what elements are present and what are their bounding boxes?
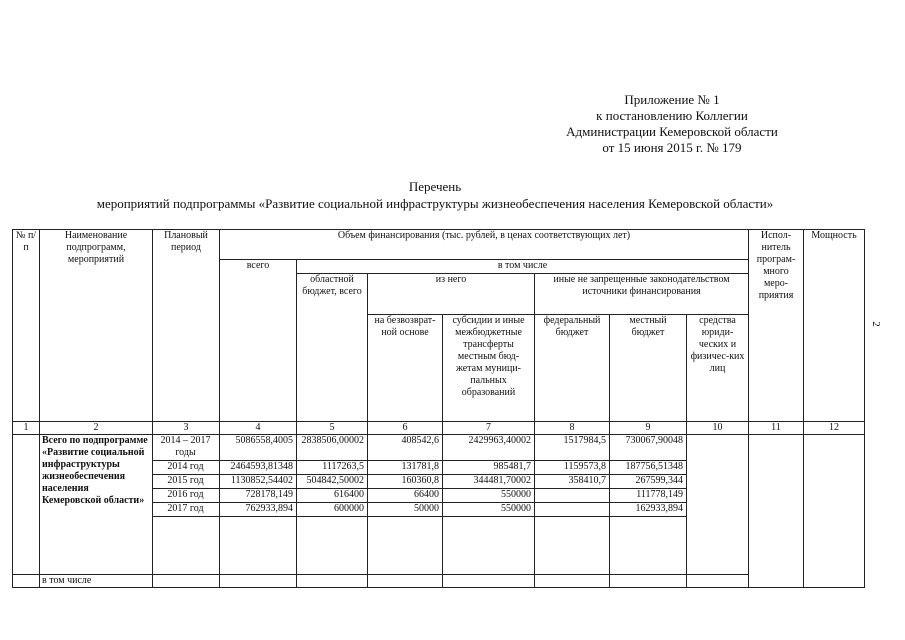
- appendix-header: [542, 92, 802, 156]
- period-cell: 2014 год: [153, 461, 220, 475]
- federal-cell: [535, 503, 610, 517]
- subsidy-cell: 550000: [443, 503, 535, 517]
- col-num: 6: [368, 422, 443, 435]
- free-cell: 50000: [368, 503, 443, 517]
- header-federal: федеральный бюджет: [535, 315, 610, 422]
- regional-cell: 2838506,00002: [297, 435, 368, 461]
- free-cell: 131781,8: [368, 461, 443, 475]
- local-cell: 111778,149: [610, 489, 687, 503]
- col-num: 8: [535, 422, 610, 435]
- page-number: 2: [869, 321, 882, 327]
- header-legal: средства юриди-ческих и физичес-ких лиц: [687, 315, 749, 422]
- header-volume: Объем финансирования (тыс. рублей, в ценах соответствующих лет): [220, 230, 749, 260]
- header-executor: Испол-нитель програм-много меро-приятия: [749, 230, 804, 422]
- including-label: в том числе: [40, 575, 153, 588]
- free-cell: 408542,6: [368, 435, 443, 461]
- total-cell: 2464593,81348: [220, 461, 297, 475]
- appendix-line1: Приложение № 1: [624, 92, 720, 107]
- financing-table: [12, 229, 865, 588]
- appendix-line3: Администрации Кемеровской области: [566, 124, 778, 139]
- regional-cell: 600000: [297, 503, 368, 517]
- header-of-it: из него: [368, 274, 535, 315]
- regional-cell: 1117263,5: [297, 461, 368, 475]
- appendix-line4: от 15 июня 2015 г. № 179: [602, 140, 742, 155]
- period-cell: 2016 год: [153, 489, 220, 503]
- federal-cell: 358410,7: [535, 475, 610, 489]
- col-num: 10: [687, 422, 749, 435]
- document-title: [0, 178, 870, 212]
- subsidy-cell: 2429963,40002: [443, 435, 535, 461]
- header-capacity: Мощность: [804, 230, 865, 422]
- regional-cell: 616400: [297, 489, 368, 503]
- header-subsidy: субсидии и иные межбюджетные трансферты местным бюд-жетам муници-пальных образований: [443, 315, 535, 422]
- total-cell: 728178,149: [220, 489, 297, 503]
- federal-cell: 1159573,8: [535, 461, 610, 475]
- free-cell: 160360,8: [368, 475, 443, 489]
- federal-cell: 1517984,5: [535, 435, 610, 461]
- col-num: 1: [13, 422, 40, 435]
- col-num: 7: [443, 422, 535, 435]
- header-name: Наименование подпрограмм, мероприятий: [40, 230, 153, 422]
- col-num: 9: [610, 422, 687, 435]
- subsidy-cell: 550000: [443, 489, 535, 503]
- period-cell: 2015 год: [153, 475, 220, 489]
- col-num: 12: [804, 422, 865, 435]
- header-free: на безвозврат-ной основе: [368, 315, 443, 422]
- col-num: 2: [40, 422, 153, 435]
- local-cell: 187756,51348: [610, 461, 687, 475]
- local-cell: 162933,894: [610, 503, 687, 517]
- col-num: 5: [297, 422, 368, 435]
- col-num: 3: [153, 422, 220, 435]
- column-number-row: [13, 422, 865, 435]
- header-num: № п/п: [13, 230, 40, 422]
- local-cell: 267599,344: [610, 475, 687, 489]
- header-other-sources: иные не запрещенные законодательством источники финансирования: [535, 274, 749, 315]
- appendix-line2: к постановлению Коллегии: [596, 108, 748, 123]
- subsidy-cell: 985481,7: [443, 461, 535, 475]
- total-cell: 762933,894: [220, 503, 297, 517]
- header-regional: областной бюджет, всего: [297, 274, 368, 422]
- header-total: всего: [220, 260, 297, 422]
- title-line1: Перечень: [408, 179, 462, 194]
- federal-cell: [535, 489, 610, 503]
- regional-cell: 504842,50002: [297, 475, 368, 489]
- period-cell: 2017 год: [153, 503, 220, 517]
- total-cell: 1130852,54402: [220, 475, 297, 489]
- local-cell: 730067,90048: [610, 435, 687, 461]
- free-cell: 66400: [368, 489, 443, 503]
- header-period: Плановый период: [153, 230, 220, 422]
- header-including: в том числе: [297, 260, 749, 274]
- col-num: 4: [220, 422, 297, 435]
- title-line2: мероприятий подпрограммы «Развитие социальной инфраструктуры жизнеобеспечения населения Кемеровской области»: [96, 196, 774, 211]
- program-name: Всего по подпрограмме «Развитие социальной инфраструктуры жизнеобеспечения населения Кемеровской области»: [40, 435, 153, 575]
- header-local: местный бюджет: [610, 315, 687, 422]
- col-num: 11: [749, 422, 804, 435]
- subsidy-cell: 344481,70002: [443, 475, 535, 489]
- table-row: [13, 435, 865, 461]
- total-cell: 5086558,4005: [220, 435, 297, 461]
- period-cell: 2014 – 2017 годы: [153, 435, 220, 461]
